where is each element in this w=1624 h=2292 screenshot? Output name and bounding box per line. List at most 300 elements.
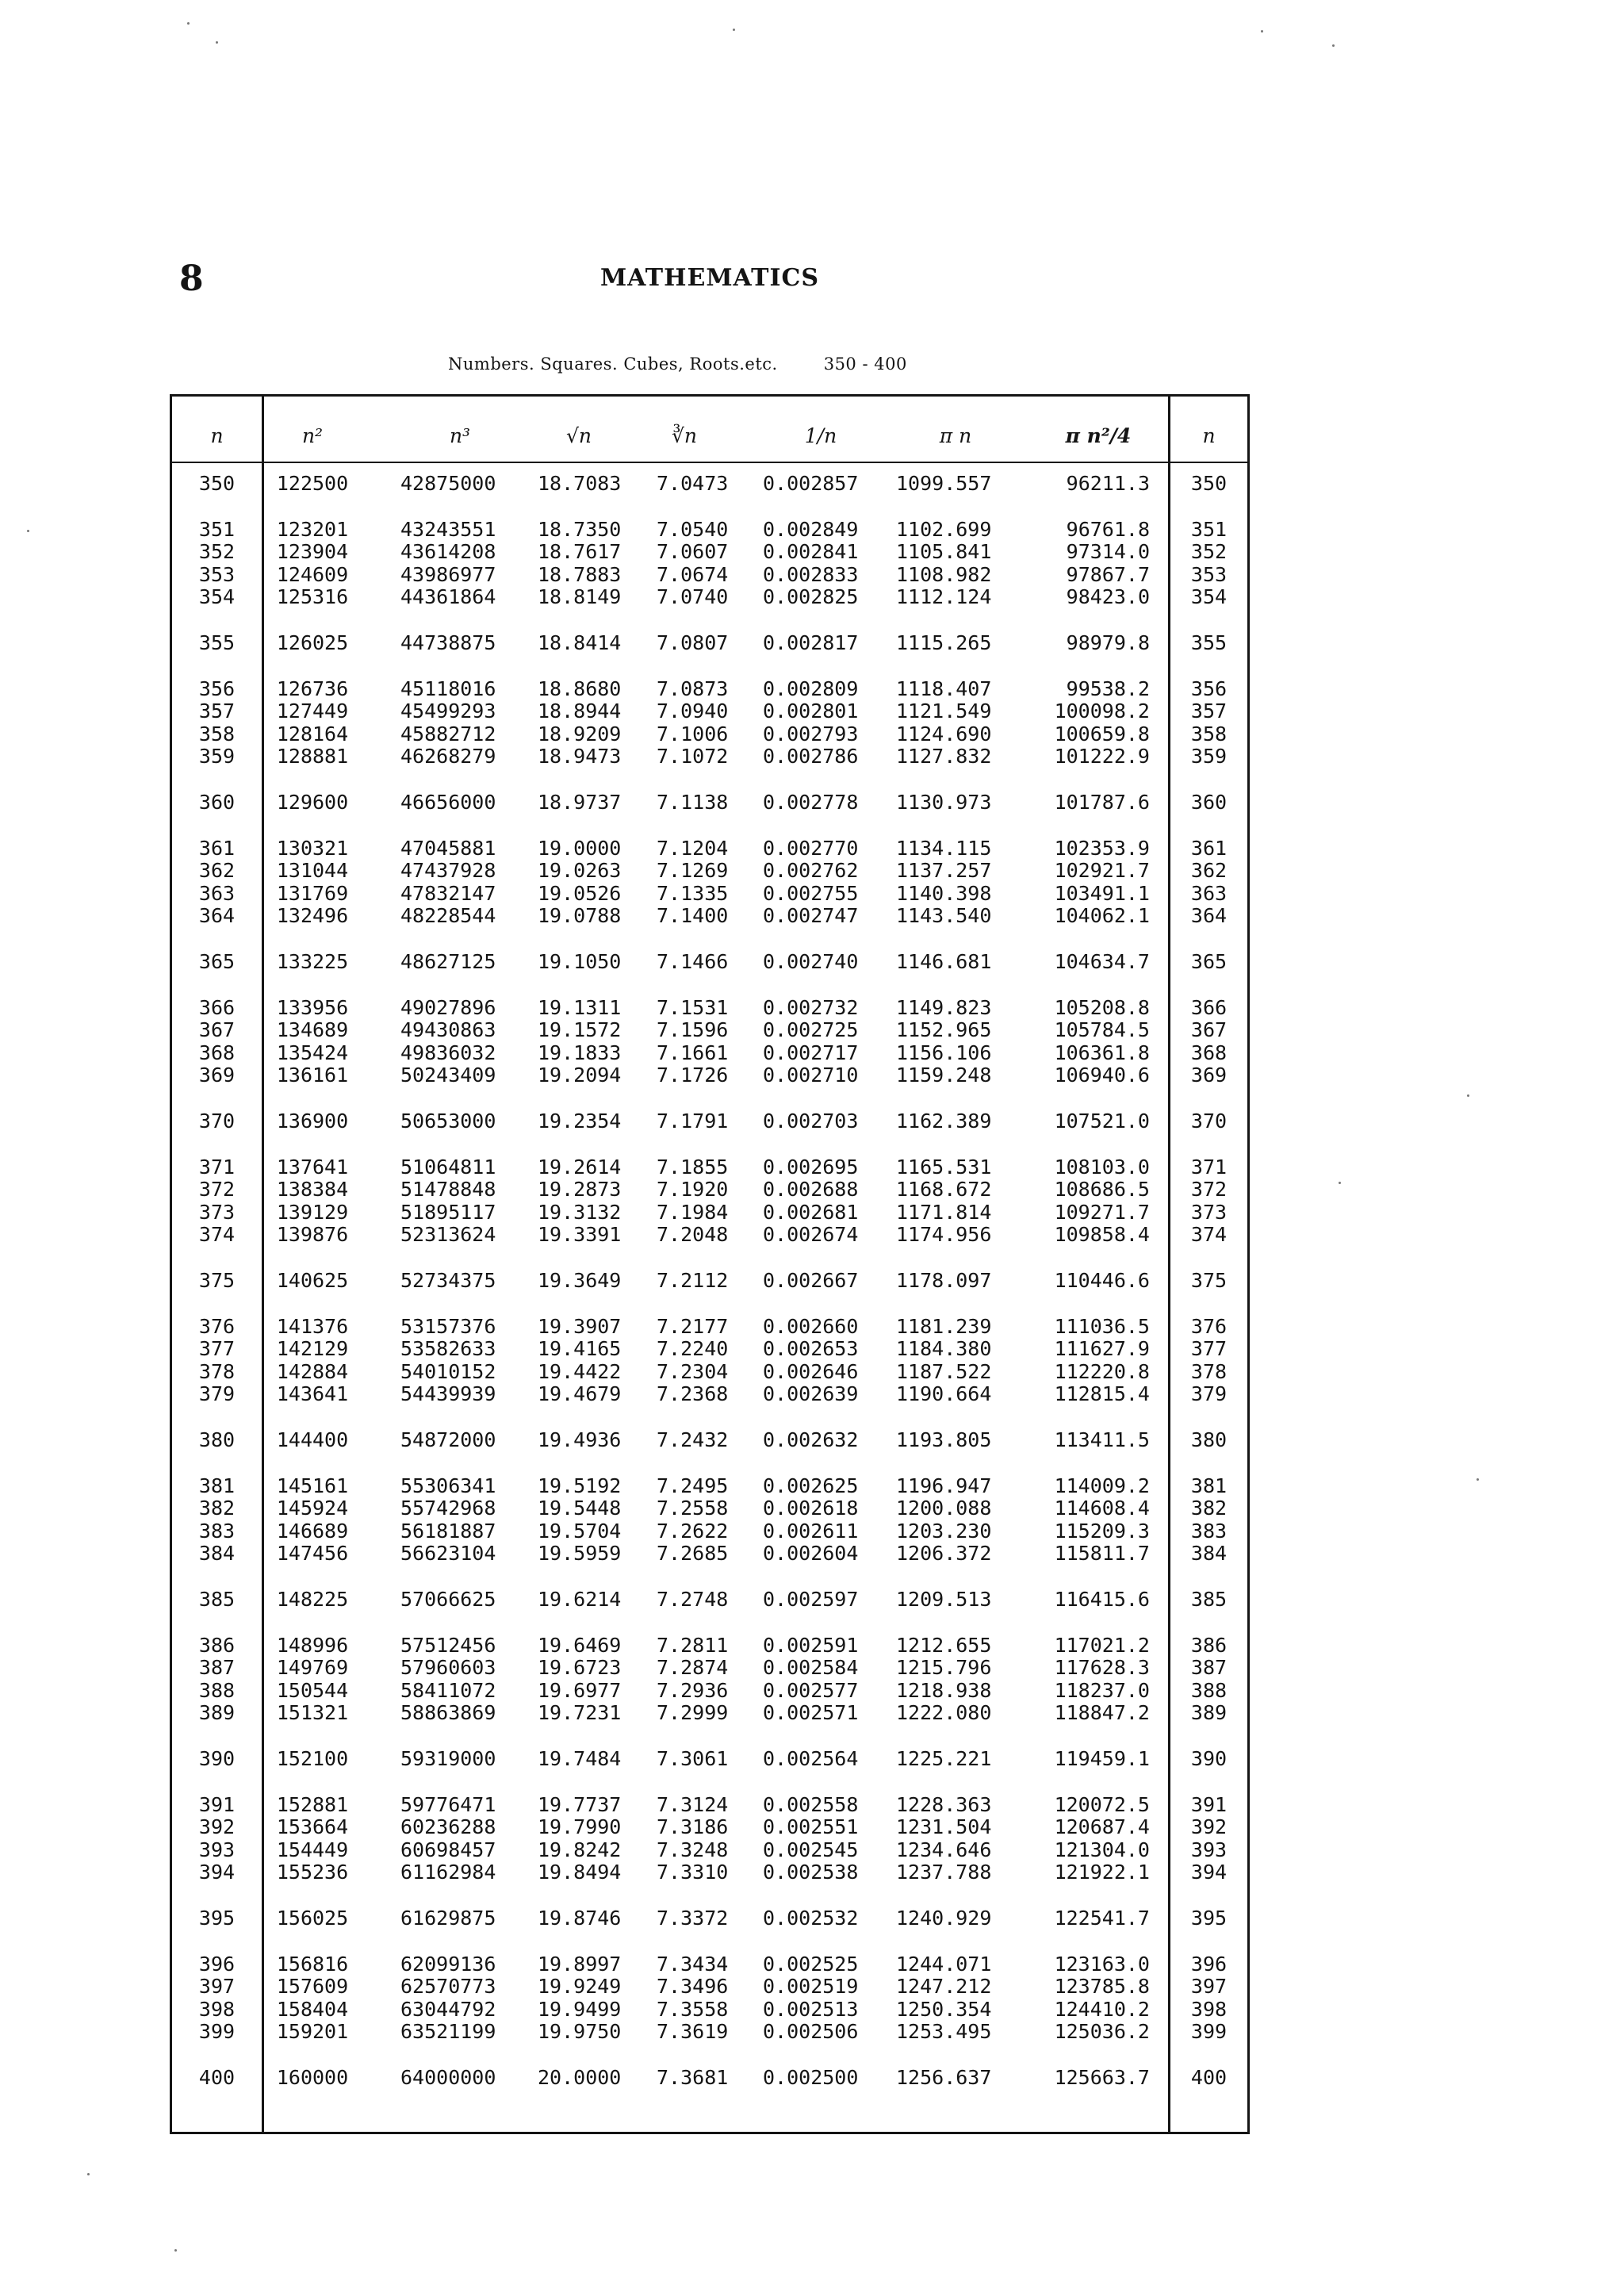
cell-n-right: 364 [1190, 903, 1228, 927]
cell-pi-n: 1108.982 [896, 562, 992, 586]
cell-n-cubed: 57066625 [400, 1588, 496, 1611]
cell-n-right: 359 [1190, 744, 1228, 768]
cell-n-squared: 133956 [276, 996, 349, 1020]
cell-cube-root: 7.2622 [657, 1519, 729, 1543]
cell-cube-root: 7.2048 [657, 1222, 729, 1246]
cell-pi-n: 1143.540 [896, 903, 992, 927]
cell-n-squared: 131044 [276, 859, 349, 883]
cell-n-squared: 129600 [276, 791, 349, 814]
cell-n-squared: 124609 [276, 562, 349, 586]
cell-cube-root: 7.0740 [657, 584, 729, 608]
cell-reciprocal: 0.002809 [763, 677, 859, 701]
cell-cube-root: 7.3061 [657, 1747, 729, 1770]
cell-n-right: 400 [1190, 2066, 1228, 2089]
cell-n-cubed: 64000000 [400, 2066, 496, 2089]
cell-n-right: 385 [1190, 1588, 1228, 1611]
cell-reciprocal: 0.002667 [763, 1269, 859, 1292]
cell-circle-area: 109271.7 [1054, 1200, 1150, 1224]
cell-cube-root: 7.2368 [657, 1382, 729, 1405]
cell-n: 389 [198, 1700, 236, 1724]
cell-square-root: 19.3391 [538, 1222, 622, 1246]
cell-circle-area: 103491.1 [1054, 881, 1150, 905]
cell-reciprocal: 0.002740 [763, 950, 859, 973]
cell-cube-root: 7.2685 [657, 1541, 729, 1565]
cell-n-cubed: 52734375 [400, 1269, 496, 1292]
cell-n-cubed: 63044792 [400, 1997, 496, 2021]
cell-circle-area: 110446.6 [1054, 1269, 1150, 1292]
cell-pi-n: 1206.372 [896, 1541, 992, 1565]
cell-n-right: 388 [1190, 1678, 1228, 1702]
cell-n-right: 369 [1190, 1063, 1228, 1087]
cell-n-squared: 139876 [276, 1222, 349, 1246]
cell-cube-root: 7.2748 [657, 1588, 729, 1611]
cell-pi-n: 1253.495 [896, 2019, 992, 2043]
cell-square-root: 19.6214 [538, 1588, 622, 1611]
cell-n-squared: 158404 [276, 1997, 349, 2021]
cell-circle-area: 109858.4 [1054, 1222, 1150, 1246]
header-n: n [210, 424, 224, 447]
cell-n-squared: 152100 [276, 1747, 349, 1770]
cell-n: 375 [198, 1269, 236, 1292]
cell-n: 393 [198, 1838, 236, 1861]
cell-pi-n: 1121.549 [896, 699, 992, 723]
cell-n-right: 354 [1190, 584, 1228, 608]
cell-n: 382 [198, 1497, 236, 1520]
cell-n: 395 [198, 1907, 236, 1930]
cell-n-right: 372 [1190, 1178, 1228, 1202]
cell-n: 353 [198, 562, 236, 586]
cell-circle-area: 98979.8 [1066, 631, 1150, 654]
cell-square-root: 19.8997 [538, 1953, 622, 1976]
cell-n-right: 368 [1190, 1041, 1228, 1064]
cell-n-cubed: 59776471 [400, 1793, 496, 1817]
cell-n-squared: 135424 [276, 1041, 349, 1064]
cell-n-right: 396 [1190, 1953, 1228, 1976]
cell-n-right: 371 [1190, 1156, 1228, 1179]
cell-n-right: 379 [1190, 1382, 1228, 1405]
cell-n-squared: 125316 [276, 584, 349, 608]
scan-speck [1467, 1094, 1469, 1097]
cell-cube-root: 7.0674 [657, 562, 729, 586]
cell-square-root: 19.6977 [538, 1678, 622, 1702]
cell-cube-root: 7.0540 [657, 518, 729, 542]
cell-square-root: 19.5192 [538, 1474, 622, 1498]
cell-n-squared: 157609 [276, 1975, 349, 1999]
cell-n-squared: 142129 [276, 1337, 349, 1361]
cell-n-squared: 134689 [276, 1018, 349, 1042]
cell-n-right: 363 [1190, 881, 1228, 905]
cell-n: 350 [198, 472, 236, 495]
cell-cube-root: 7.1920 [657, 1178, 729, 1202]
cell-circle-area: 96761.8 [1066, 518, 1150, 542]
cell-n-cubed: 48627125 [400, 950, 496, 973]
cell-n-cubed: 49430863 [400, 1018, 496, 1042]
cell-pi-n: 1159.248 [896, 1063, 992, 1087]
cell-n: 397 [198, 1975, 236, 1999]
scan-speck [1339, 1182, 1341, 1184]
cell-n-squared: 132496 [276, 903, 349, 927]
cell-n-right: 386 [1190, 1634, 1228, 1658]
cell-circle-area: 114009.2 [1054, 1474, 1150, 1498]
cell-n-squared: 142884 [276, 1359, 349, 1383]
cell-pi-n: 1137.257 [896, 859, 992, 883]
cell-square-root: 19.9249 [538, 1975, 622, 1999]
cell-n: 374 [198, 1222, 236, 1246]
cell-pi-n: 1234.646 [896, 1838, 992, 1861]
cell-reciprocal: 0.002770 [763, 837, 859, 860]
cell-n-right: 390 [1190, 1747, 1228, 1770]
scan-speck [27, 530, 29, 532]
cell-square-root: 19.7737 [538, 1793, 622, 1817]
cell-n-right: 384 [1190, 1541, 1228, 1565]
scan-speck [1261, 30, 1263, 33]
cell-circle-area: 122541.7 [1054, 1907, 1150, 1930]
cell-n-cubed: 53157376 [400, 1315, 496, 1339]
cell-n-squared: 144400 [276, 1428, 349, 1451]
cell-reciprocal: 0.002545 [763, 1838, 859, 1861]
cell-n: 365 [198, 950, 236, 973]
cell-n-squared: 123904 [276, 540, 349, 564]
cell-pi-n: 1162.389 [896, 1110, 992, 1133]
cell-pi-n: 1174.956 [896, 1222, 992, 1246]
cell-n-squared: 138384 [276, 1178, 349, 1202]
cell-circle-area: 102921.7 [1054, 859, 1150, 883]
cell-circle-area: 111036.5 [1054, 1315, 1150, 1339]
cell-n: 356 [198, 677, 236, 701]
cell-circle-area: 116415.6 [1054, 1588, 1150, 1611]
cell-pi-n: 1228.363 [896, 1793, 992, 1817]
cell-square-root: 20.0000 [538, 2066, 622, 2089]
cell-n-squared: 128881 [276, 744, 349, 768]
cell-square-root: 18.7083 [538, 472, 622, 495]
cell-circle-area: 96211.3 [1066, 472, 1150, 495]
cell-n-right: 391 [1190, 1793, 1228, 1817]
cell-n-cubed: 47437928 [400, 859, 496, 883]
cell-cube-root: 7.2999 [657, 1700, 729, 1724]
cell-n-cubed: 49027896 [400, 996, 496, 1020]
cell-reciprocal: 0.002611 [763, 1519, 859, 1543]
cell-cube-root: 7.2811 [657, 1634, 729, 1658]
cell-n: 360 [198, 791, 236, 814]
cell-cube-root: 7.2112 [657, 1269, 729, 1292]
cell-circle-area: 120072.5 [1054, 1793, 1150, 1817]
cell-n-squared: 150544 [276, 1678, 349, 1702]
cell-pi-n: 1112.124 [896, 584, 992, 608]
cell-pi-n: 1115.265 [896, 631, 992, 654]
cell-square-root: 19.3132 [538, 1200, 622, 1224]
cell-square-root: 19.1311 [538, 996, 622, 1020]
cell-circle-area: 123785.8 [1054, 1975, 1150, 1999]
cell-n-squared: 123201 [276, 518, 349, 542]
cell-square-root: 19.5448 [538, 1497, 622, 1520]
cell-square-root: 18.9209 [538, 722, 622, 745]
cell-pi-n: 1184.380 [896, 1337, 992, 1361]
cell-n-cubed: 43614208 [400, 540, 496, 564]
cell-n-cubed: 63521199 [400, 2019, 496, 2043]
cell-cube-root: 7.2558 [657, 1497, 729, 1520]
cell-n: 372 [198, 1178, 236, 1202]
cell-reciprocal: 0.002695 [763, 1156, 859, 1179]
cell-n-right: 367 [1190, 1018, 1228, 1042]
cell-pi-n: 1256.637 [896, 2066, 992, 2089]
page-number: 8 [179, 259, 204, 299]
cell-cube-root: 7.1661 [657, 1041, 729, 1064]
cell-pi-n: 1149.823 [896, 996, 992, 1020]
cell-pi-n: 1187.522 [896, 1359, 992, 1383]
cell-square-root: 19.0526 [538, 881, 622, 905]
cell-n: 387 [198, 1656, 236, 1680]
cell-n: 371 [198, 1156, 236, 1179]
cell-pi-n: 1203.230 [896, 1519, 992, 1543]
cell-circle-area: 120687.4 [1054, 1815, 1150, 1839]
cell-cube-root: 7.3248 [657, 1838, 729, 1861]
cell-reciprocal: 0.002793 [763, 722, 859, 745]
cell-n-right: 360 [1190, 791, 1228, 814]
cell-n-squared: 147456 [276, 1541, 349, 1565]
cell-square-root: 19.1050 [538, 950, 622, 973]
cell-n-right: 389 [1190, 1700, 1228, 1724]
cell-circle-area: 98423.0 [1066, 584, 1150, 608]
cell-square-root: 19.0263 [538, 859, 622, 883]
cell-n-cubed: 62099136 [400, 1953, 496, 1976]
cell-square-root: 19.8242 [538, 1838, 622, 1861]
cell-circle-area: 104062.1 [1054, 903, 1150, 927]
cell-cube-root: 7.3434 [657, 1953, 729, 1976]
cell-n: 363 [198, 881, 236, 905]
cell-circle-area: 102353.9 [1054, 837, 1150, 860]
cell-n-squared: 137641 [276, 1156, 349, 1179]
cell-pi-n: 1200.088 [896, 1497, 992, 1520]
cell-circle-area: 117021.2 [1054, 1634, 1150, 1658]
cell-reciprocal: 0.002551 [763, 1815, 859, 1839]
cell-cube-root: 7.2304 [657, 1359, 729, 1383]
cell-cube-root: 7.1791 [657, 1110, 729, 1133]
cell-n-cubed: 48228544 [400, 903, 496, 927]
cell-reciprocal: 0.002513 [763, 1997, 859, 2021]
cell-n: 358 [198, 722, 236, 745]
cell-pi-n: 1124.690 [896, 722, 992, 745]
cell-n-right: 380 [1190, 1428, 1228, 1451]
cell-n-cubed: 56623104 [400, 1541, 496, 1565]
cell-square-root: 19.1833 [538, 1041, 622, 1064]
cell-square-root: 19.6469 [538, 1634, 622, 1658]
cell-square-root: 19.7231 [538, 1700, 622, 1724]
cell-pi-n: 1130.973 [896, 791, 992, 814]
cell-n: 376 [198, 1315, 236, 1339]
cell-n-squared: 122500 [276, 472, 349, 495]
cell-n: 355 [198, 631, 236, 654]
cell-cube-root: 7.3619 [657, 2019, 729, 2043]
cell-square-root: 19.3649 [538, 1269, 622, 1292]
cell-circle-area: 118847.2 [1054, 1700, 1150, 1724]
header-square-root: √n [565, 424, 592, 447]
cell-n: 351 [198, 518, 236, 542]
cell-cube-root: 7.2240 [657, 1337, 729, 1361]
cell-n-right: 355 [1190, 631, 1228, 654]
cell-n-squared: 159201 [276, 2019, 349, 2043]
cell-n-cubed: 57512456 [400, 1634, 496, 1658]
cell-cube-root: 7.0873 [657, 677, 729, 701]
cell-cube-root: 7.0607 [657, 540, 729, 564]
cell-n-cubed: 53582633 [400, 1337, 496, 1361]
cell-reciprocal: 0.002500 [763, 2066, 859, 2089]
cell-cube-root: 7.1855 [657, 1156, 729, 1179]
cell-circle-area: 108103.0 [1054, 1156, 1150, 1179]
cell-cube-root: 7.0807 [657, 631, 729, 654]
cell-n: 396 [198, 1953, 236, 1976]
cell-circle-area: 112815.4 [1054, 1382, 1150, 1405]
cell-cube-root: 7.3372 [657, 1907, 729, 1930]
cell-n-right: 350 [1190, 472, 1228, 495]
cell-n-right: 377 [1190, 1337, 1228, 1361]
cell-n-right: 374 [1190, 1222, 1228, 1246]
cell-pi-n: 1240.929 [896, 1907, 992, 1930]
cell-cube-root: 7.1072 [657, 744, 729, 768]
cell-circle-area: 125663.7 [1054, 2066, 1150, 2089]
cell-n-squared: 126736 [276, 677, 349, 701]
cell-pi-n: 1178.097 [896, 1269, 992, 1292]
cell-n: 399 [198, 2019, 236, 2043]
cell-n-right: 381 [1190, 1474, 1228, 1498]
cell-circle-area: 115209.3 [1054, 1519, 1150, 1543]
cell-square-root: 18.9473 [538, 744, 622, 768]
cell-reciprocal: 0.002833 [763, 562, 859, 586]
cell-n-right: 373 [1190, 1200, 1228, 1224]
cell-n-cubed: 54010152 [400, 1359, 496, 1383]
cell-n: 392 [198, 1815, 236, 1839]
cell-n-squared: 148996 [276, 1634, 349, 1658]
cell-circle-area: 108686.5 [1054, 1178, 1150, 1202]
cell-circle-area: 114608.4 [1054, 1497, 1150, 1520]
cell-n: 383 [198, 1519, 236, 1543]
cell-n: 368 [198, 1041, 236, 1064]
cell-n-right: 395 [1190, 1907, 1228, 1930]
cell-reciprocal: 0.002584 [763, 1656, 859, 1680]
cell-cube-root: 7.3681 [657, 2066, 729, 2089]
cell-reciprocal: 0.002653 [763, 1337, 859, 1361]
cell-circle-area: 99538.2 [1066, 677, 1150, 701]
cell-circle-area: 97867.7 [1066, 562, 1150, 586]
scan-speck [174, 2249, 177, 2252]
cell-circle-area: 100098.2 [1054, 699, 1150, 723]
cell-n-cubed: 60698457 [400, 1838, 496, 1861]
scan-speck [1332, 44, 1335, 47]
cell-n-squared: 133225 [276, 950, 349, 973]
cell-cube-root: 7.0473 [657, 472, 729, 495]
cell-reciprocal: 0.002538 [763, 1860, 859, 1884]
cell-cube-root: 7.2432 [657, 1428, 729, 1451]
cell-n: 367 [198, 1018, 236, 1042]
cell-n-squared: 151321 [276, 1700, 349, 1724]
cell-n-cubed: 50653000 [400, 1110, 496, 1133]
cell-square-root: 19.2614 [538, 1156, 622, 1179]
cell-reciprocal: 0.002755 [763, 881, 859, 905]
cell-cube-root: 7.1335 [657, 881, 729, 905]
cell-n-squared: 126025 [276, 631, 349, 654]
scan-speck [187, 22, 190, 25]
cell-reciprocal: 0.002525 [763, 1953, 859, 1976]
cell-square-root: 19.4679 [538, 1382, 622, 1405]
cell-circle-area: 106361.8 [1054, 1041, 1150, 1064]
cell-n-right: 370 [1190, 1110, 1228, 1133]
cell-pi-n: 1140.398 [896, 881, 992, 905]
cell-n-cubed: 43986977 [400, 562, 496, 586]
cell-square-root: 19.1572 [538, 1018, 622, 1042]
cell-reciprocal: 0.002841 [763, 540, 859, 564]
cell-n: 362 [198, 859, 236, 883]
cell-pi-n: 1244.071 [896, 1953, 992, 1976]
cell-reciprocal: 0.002632 [763, 1428, 859, 1451]
cell-pi-n: 1196.947 [896, 1474, 992, 1498]
cell-pi-n: 1215.796 [896, 1656, 992, 1680]
cell-reciprocal: 0.002688 [763, 1178, 859, 1202]
cell-square-root: 18.8944 [538, 699, 622, 723]
cell-n-squared: 149769 [276, 1656, 349, 1680]
cell-n-squared: 127449 [276, 699, 349, 723]
cell-cube-root: 7.3124 [657, 1793, 729, 1817]
cell-pi-n: 1171.814 [896, 1200, 992, 1224]
cell-pi-n: 1168.672 [896, 1178, 992, 1202]
cell-n-right: 351 [1190, 518, 1228, 542]
cell-n-cubed: 62570773 [400, 1975, 496, 1999]
cell-reciprocal: 0.002519 [763, 1975, 859, 1999]
cell-reciprocal: 0.002710 [763, 1063, 859, 1087]
cell-reciprocal: 0.002564 [763, 1747, 859, 1770]
cell-n-squared: 139129 [276, 1200, 349, 1224]
cell-n-right: 387 [1190, 1656, 1228, 1680]
cell-circle-area: 101787.6 [1054, 791, 1150, 814]
cell-n-cubed: 58863869 [400, 1700, 496, 1724]
cell-n: 361 [198, 837, 236, 860]
cell-reciprocal: 0.002591 [763, 1634, 859, 1658]
header-reciprocal: 1/n [804, 424, 837, 447]
cell-reciprocal: 0.002725 [763, 1018, 859, 1042]
cell-pi-n: 1250.354 [896, 1997, 992, 2021]
cell-square-root: 18.8414 [538, 631, 622, 654]
cell-cube-root: 7.2177 [657, 1315, 729, 1339]
cell-n-squared: 160000 [276, 2066, 349, 2089]
cell-n-squared: 156816 [276, 1953, 349, 1976]
cell-circle-area: 117628.3 [1054, 1656, 1150, 1680]
cell-n-right: 366 [1190, 996, 1228, 1020]
cell-reciprocal: 0.002577 [763, 1678, 859, 1702]
cell-pi-n: 1152.965 [896, 1018, 992, 1042]
cell-circle-area: 105208.8 [1054, 996, 1150, 1020]
cell-pi-n: 1231.504 [896, 1815, 992, 1839]
cell-square-root: 19.3907 [538, 1315, 622, 1339]
cell-circle-area: 97314.0 [1066, 540, 1150, 564]
cell-reciprocal: 0.002558 [763, 1793, 859, 1817]
cell-n-cubed: 51895117 [400, 1200, 496, 1224]
cell-n-cubed: 45499293 [400, 699, 496, 723]
cell-reciprocal: 0.002681 [763, 1200, 859, 1224]
cell-square-root: 19.2354 [538, 1110, 622, 1133]
cell-reciprocal: 0.002747 [763, 903, 859, 927]
header-n-right: n [1202, 424, 1216, 447]
cell-n-cubed: 50243409 [400, 1063, 496, 1087]
cell-n-cubed: 55306341 [400, 1474, 496, 1498]
cell-reciprocal: 0.002801 [763, 699, 859, 723]
cell-pi-n: 1225.221 [896, 1747, 992, 1770]
cell-n-cubed: 51064811 [400, 1156, 496, 1179]
cell-n-right: 382 [1190, 1497, 1228, 1520]
cell-n-right: 383 [1190, 1519, 1228, 1543]
cell-n: 381 [198, 1474, 236, 1498]
cell-pi-n: 1181.239 [896, 1315, 992, 1339]
cell-n-squared: 130321 [276, 837, 349, 860]
cell-n: 359 [198, 744, 236, 768]
cell-circle-area: 101222.9 [1054, 744, 1150, 768]
